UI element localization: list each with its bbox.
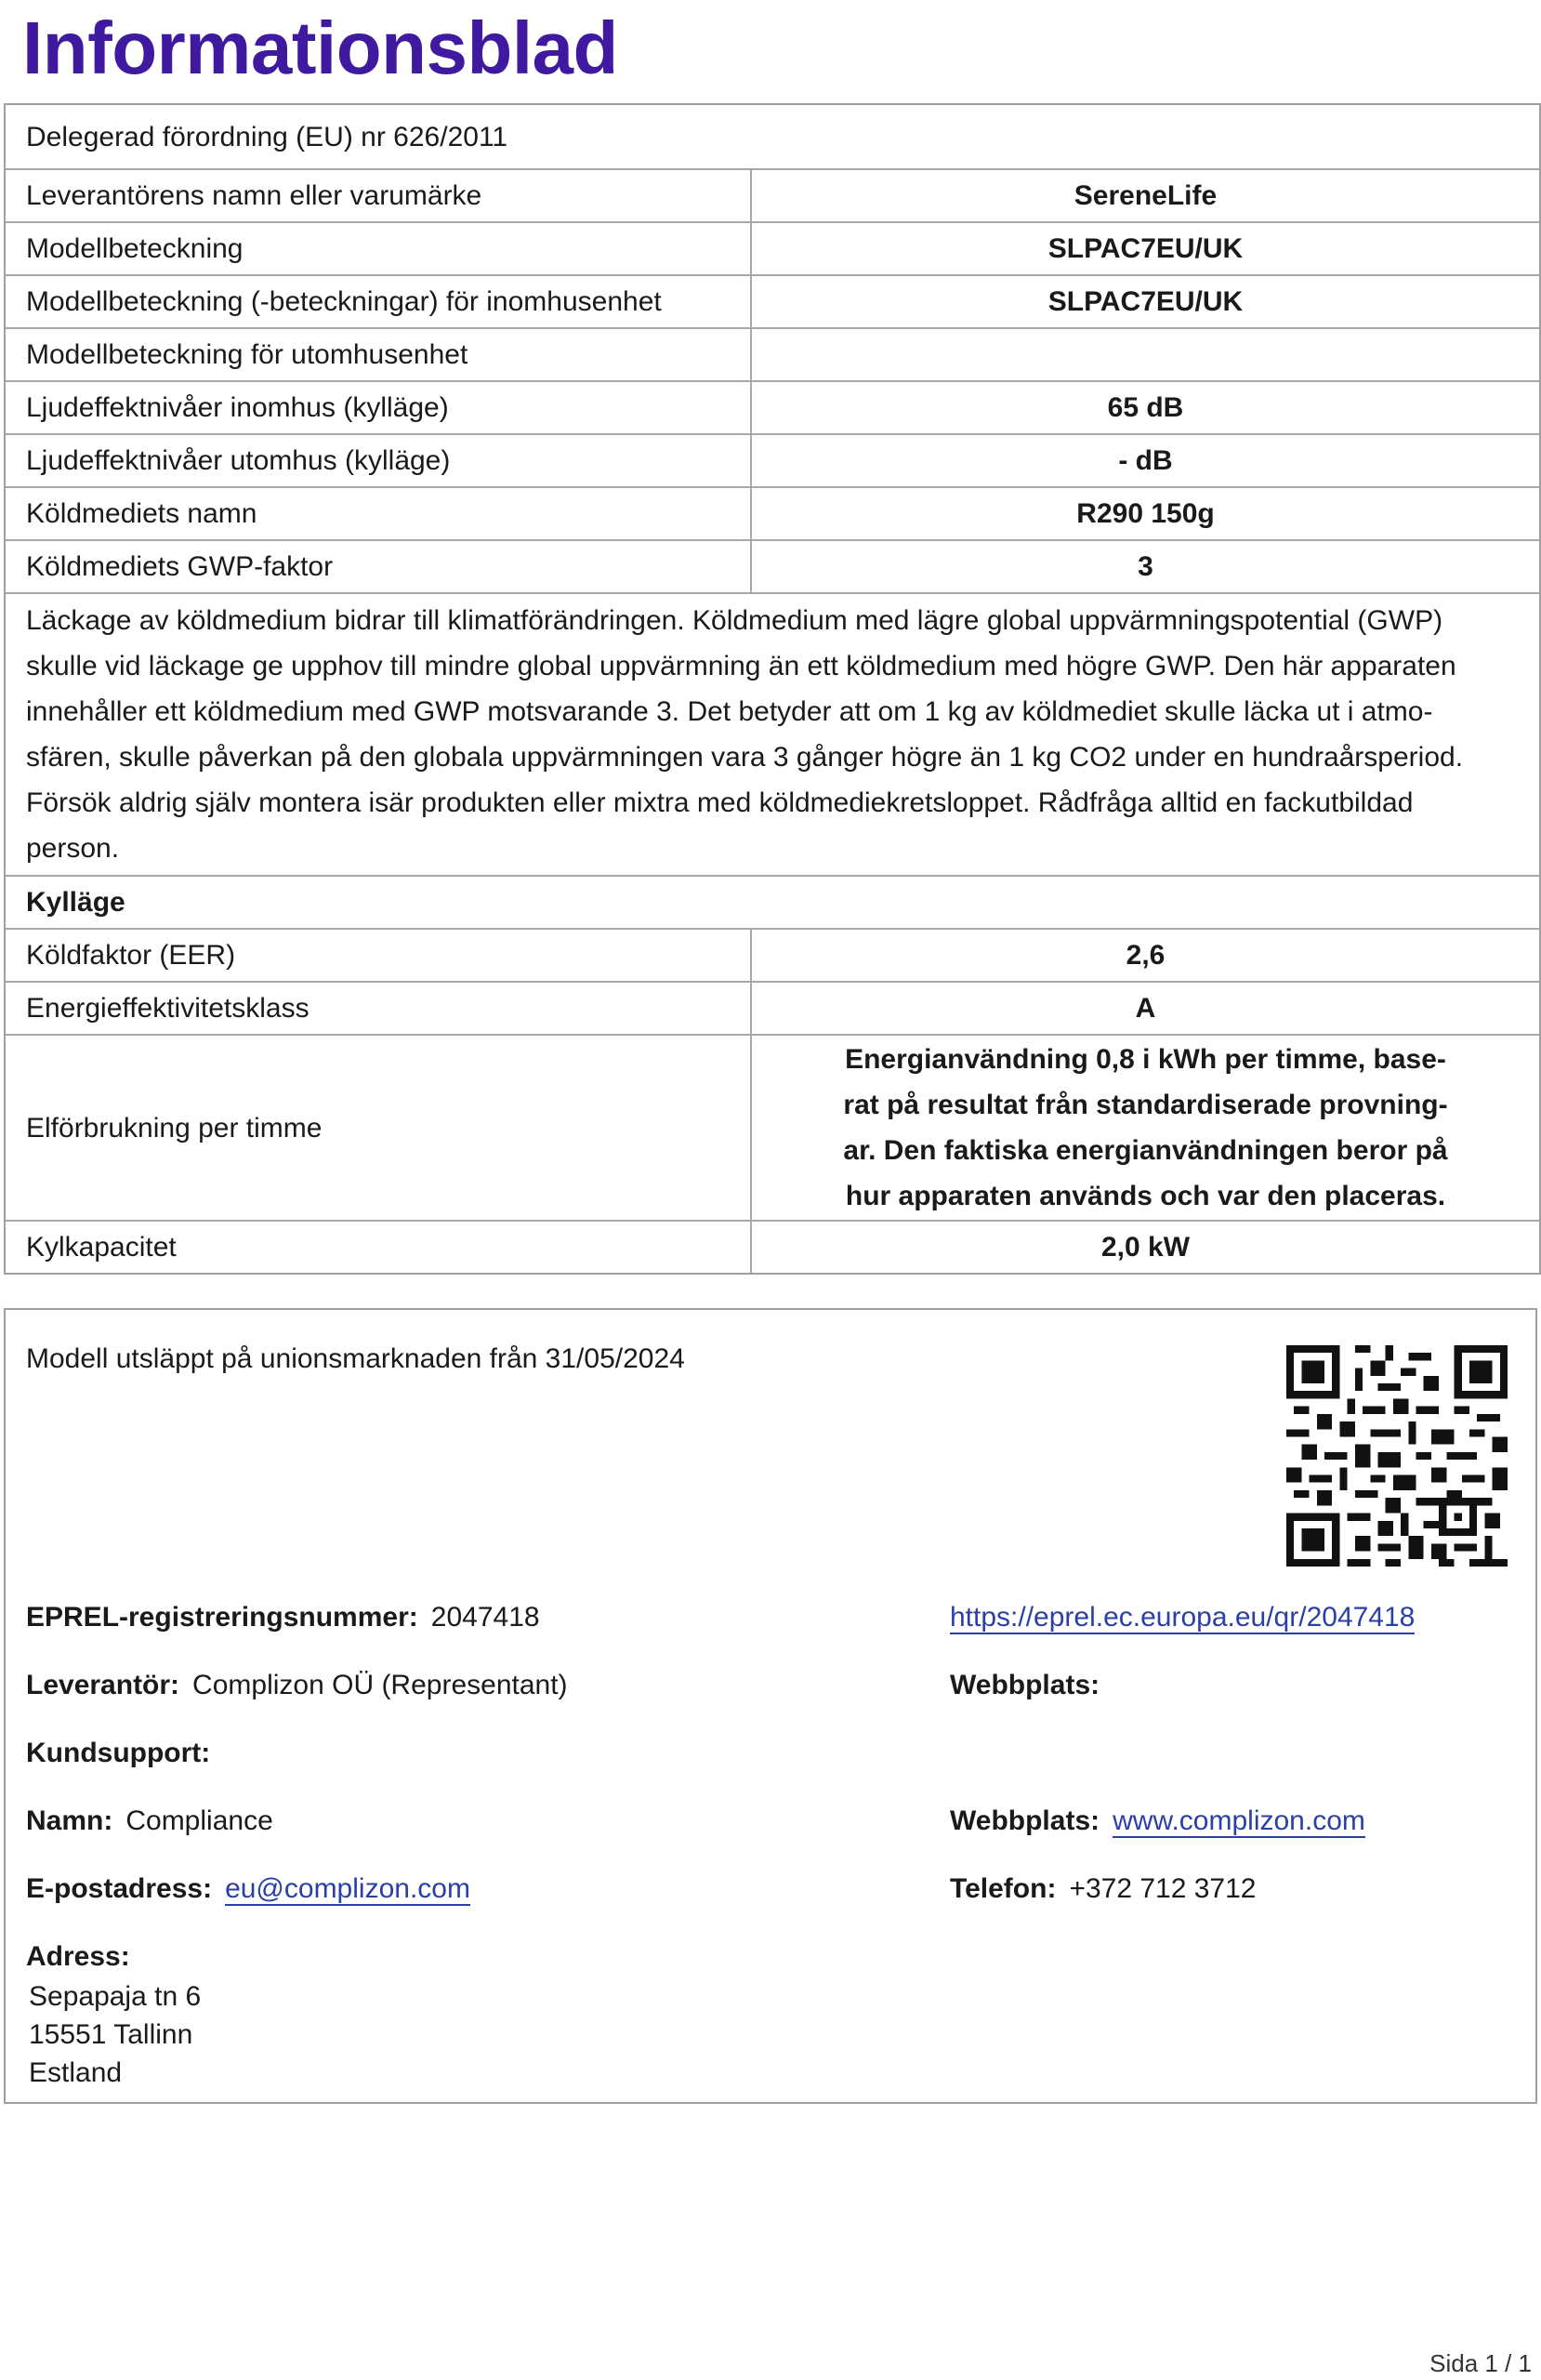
supplier-label: Leverantör:	[26, 1670, 180, 1700]
gwp-info-line: person.	[26, 833, 120, 864]
supplier-line	[26, 1670, 568, 1701]
energy-class-label: Energieffektivitetsklass	[6, 983, 752, 1034]
spec-value: R290 150g	[1076, 498, 1215, 529]
spec-value	[752, 329, 1539, 380]
eprel-label: EPREL-registreringsnummer:	[26, 1602, 418, 1633]
spec-row	[6, 488, 1539, 541]
spec-value: SLPAC7EU/UK	[1047, 233, 1244, 264]
cooling-heading-row	[6, 877, 1539, 930]
spec-value: SLPAC7EU/UK	[1047, 286, 1244, 317]
spec-label: Köldmediets namn	[6, 488, 752, 539]
support-website-link[interactable]: www.complizon.com	[1113, 1805, 1365, 1836]
capacity-row	[6, 1222, 1539, 1273]
contact-name-label: Namn:	[26, 1805, 113, 1836]
capacity-value: 2,0 kW	[1100, 1232, 1191, 1263]
spec-row	[6, 541, 1539, 594]
email-label: E-postadress:	[26, 1873, 213, 1904]
supplier-value: Complizon OÜ (Representant)	[192, 1670, 568, 1700]
eprel-link-wrap	[950, 1602, 1415, 1633]
spec-label: Ljudeffektnivåer inomhus (kylläge)	[6, 382, 752, 433]
page-number: Sida 1 / 1	[1429, 2349, 1532, 2377]
consumption-line: ar. Den faktiska energianvändningen beror på	[843, 1135, 1448, 1166]
gwp-info-line: skulle vid läckage ge upphov till mindre global uppvärmning än ett köldmedium med högre GWP. Den här apparaten	[26, 651, 1456, 681]
spec-row	[6, 170, 1539, 223]
phone-value: +372 712 3712	[1069, 1873, 1257, 1904]
gwp-info-line: innehåller ett köldmedium med GWP motsvarande 3. Det betyder att om 1 kg av köldmediet skulle läcka ut i atmo-	[26, 696, 1433, 727]
spec-row	[6, 329, 1539, 382]
email-line	[26, 1873, 470, 1905]
eprel-number	[26, 1602, 540, 1633]
eprel-value: 2047418	[430, 1602, 540, 1633]
phone-line	[950, 1873, 1256, 1905]
spec-value: - dB	[1118, 445, 1173, 476]
gwp-info-line: sfären, skulle påverkan på den globala uppvärmningen vara 3 gånger högre än 1 kg CO2 under en hundraårsperiod.	[26, 742, 1464, 773]
eer-row	[6, 930, 1539, 983]
page-title: Informationsblad	[22, 7, 618, 89]
address-label: Adress:	[26, 1941, 130, 1972]
gwp-info-paragraph	[6, 594, 1539, 875]
contact-name-line	[26, 1805, 273, 1837]
customer-support-heading	[26, 1738, 223, 1769]
consumption-line: hur apparaten används och var den placeras.	[845, 1181, 1446, 1211]
gwp-info-row	[6, 594, 1539, 877]
consumption-value	[752, 1036, 1539, 1220]
eprel-link[interactable]: https://eprel.ec.europa.eu/qr/2047418	[950, 1602, 1416, 1633]
spec-row	[6, 223, 1539, 276]
spec-label: Ljudeffektnivåer utomhus (kylläge)	[6, 435, 752, 486]
contact-name-value: Compliance	[125, 1805, 273, 1836]
release-date-text: Modell utsläppt på unionsmarknaden från 31/05/2024	[26, 1343, 685, 1374]
supplier-website-line	[950, 1670, 1113, 1701]
address-heading	[26, 1941, 143, 1973]
address-line: Estland	[29, 2057, 123, 2088]
qr-code-icon	[1286, 1345, 1508, 1567]
support-website-line	[950, 1805, 1365, 1837]
supplier-website-label: Webbplats:	[950, 1670, 1100, 1700]
cooling-heading: Kylläge	[26, 887, 125, 918]
spec-row	[6, 382, 1539, 435]
regulation-row	[6, 105, 1539, 170]
information-sheet-table	[4, 105, 1541, 1275]
eer-value: 2,6	[1126, 940, 1166, 971]
spec-label: Leverantörens namn eller varumärke	[6, 170, 752, 221]
spec-label: Köldmediets GWP-faktor	[6, 541, 752, 592]
consumption-label: Elförbrukning per timme	[6, 1036, 752, 1220]
phone-label: Telefon:	[950, 1873, 1057, 1904]
spec-value: SereneLife	[1073, 180, 1218, 211]
consumption-line: rat på resultat från standardiserade provning-	[843, 1090, 1448, 1120]
regulation-text: Delegerad förordning (EU) nr 626/2011	[26, 122, 508, 152]
spec-row	[6, 435, 1539, 488]
consumption-row	[6, 1036, 1539, 1222]
spec-label: Modellbeteckning	[6, 223, 752, 274]
supplier-info-box	[4, 1308, 1537, 2104]
gwp-info-line: Läckage av köldmedium bidrar till klimatförändringen. Köldmedium med lägre global uppvärmningspotential (GWP)	[26, 605, 1443, 636]
gwp-info-line: Försök aldrig själv montera isär produkten eller mixtra med köldmediekretsloppet. Rådfråga alltid en fackutbildad	[26, 787, 1414, 818]
support-website-label: Webbplats:	[950, 1805, 1100, 1836]
spec-row	[6, 276, 1539, 329]
energy-class-value: A	[1135, 993, 1156, 1024]
email-link[interactable]: eu@complizon.com	[225, 1873, 470, 1904]
energy-class-row	[6, 983, 1539, 1036]
address-block	[29, 1977, 201, 2092]
spec-label: Modellbeteckning för utomhusenhet	[6, 329, 752, 380]
address-line: Sepapaja tn 6	[29, 1981, 202, 2012]
address-line: 15551 Tallinn	[29, 2019, 193, 2050]
consumption-line: Energianvändning 0,8 i kWh per timme, base-	[845, 1044, 1446, 1075]
spec-value: 65 dB	[1107, 392, 1184, 423]
eer-label: Köldfaktor (EER)	[6, 930, 752, 981]
capacity-label: Kylkapacitet	[6, 1222, 752, 1273]
spec-value: 3	[1138, 551, 1153, 582]
customer-support-label: Kundsupport:	[26, 1738, 211, 1768]
spec-label: Modellbeteckning (-beteckningar) för inomhusenhet	[6, 276, 752, 327]
